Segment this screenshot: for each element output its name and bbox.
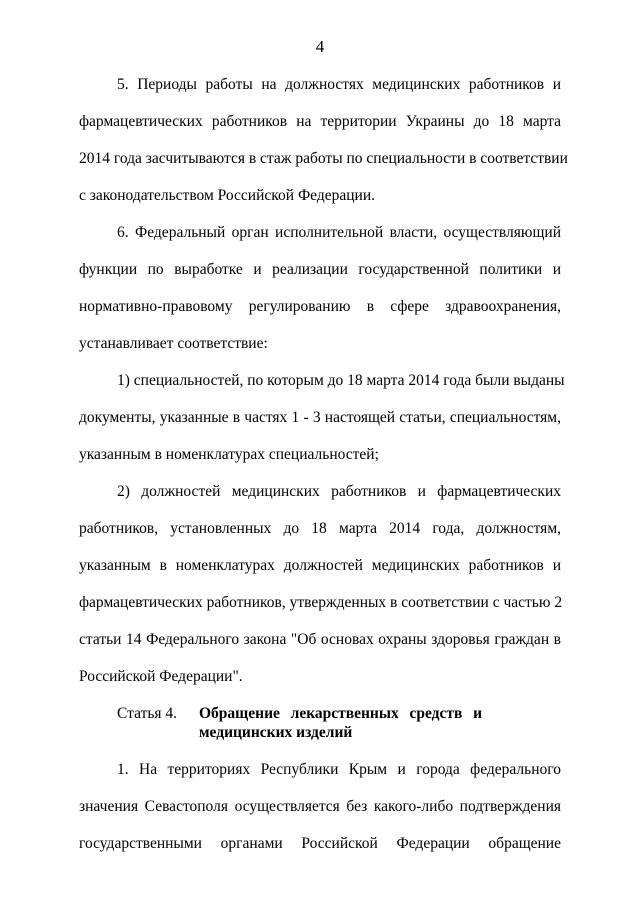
item-2-line-4: фармацевтических работников, утвержденных в соответствии с частью 2 <box>79 594 563 611</box>
paragraph-6-line-4: устанавливает соответствие: <box>79 335 268 352</box>
paragraph-6-line-3: нормативно-правовому регулированию в сфере здравоохранения, <box>79 298 561 315</box>
item-2-line-3: указанным в номенклатурах должностей медицинских работников и <box>79 557 561 574</box>
item-2-line-5: статьи 14 Федерального закона "Об основах охраны здоровья граждан в <box>79 631 561 648</box>
paragraph-5-line-2: фармацевтических работников на территории Украины до 18 марта <box>79 113 561 130</box>
item-2-line-6: Российской Федерации". <box>79 668 243 685</box>
item-2-line-1: 2) должностей медицинских работников и фармацевтических <box>117 483 561 500</box>
article-4-label: Статья 4. <box>117 705 178 722</box>
paragraph-5-line-4: с законодательством Российской Федерации. <box>79 187 376 204</box>
article-4-paragraph-1-line-3: государственными органами Российской Федерации обращение <box>79 835 561 852</box>
article-4-title-line-2: медицинских изделий <box>199 724 353 741</box>
page-number: 4 <box>315 37 325 56</box>
article-4-paragraph-1-line-1: 1. На территориях Республики Крым и города федерального <box>117 761 561 778</box>
paragraph-6-line-1: 6. Федеральный орган исполнительной власти, осуществляющий <box>117 224 561 241</box>
item-2-line-2: работников, установленных до 18 марта 2014 года, должностям, <box>79 520 561 537</box>
paragraph-6-line-2: функции по выработке и реализации государственной политики и <box>79 261 561 278</box>
paragraph-5-line-3: 2014 года засчитываются в стаж работы по специальности в соответствии <box>79 150 568 167</box>
paragraph-5-line-1: 5. Периоды работы на должностях медицинских работников и <box>117 76 561 93</box>
item-1-line-2: документы, указанные в частях 1 - 3 настоящей статьи, специальностям, <box>79 409 561 426</box>
article-4-title-line-1: Обращение лекарственных средств и <box>199 705 482 722</box>
article-4-paragraph-1-line-2: значения Севастополя осуществляется без какого-либо подтверждения <box>79 798 561 815</box>
item-1-line-3: указанным в номенклатурах специальностей; <box>79 446 379 463</box>
item-1-line-1: 1) специальностей, по которым до 18 марта 2014 года были выданы <box>117 372 565 389</box>
